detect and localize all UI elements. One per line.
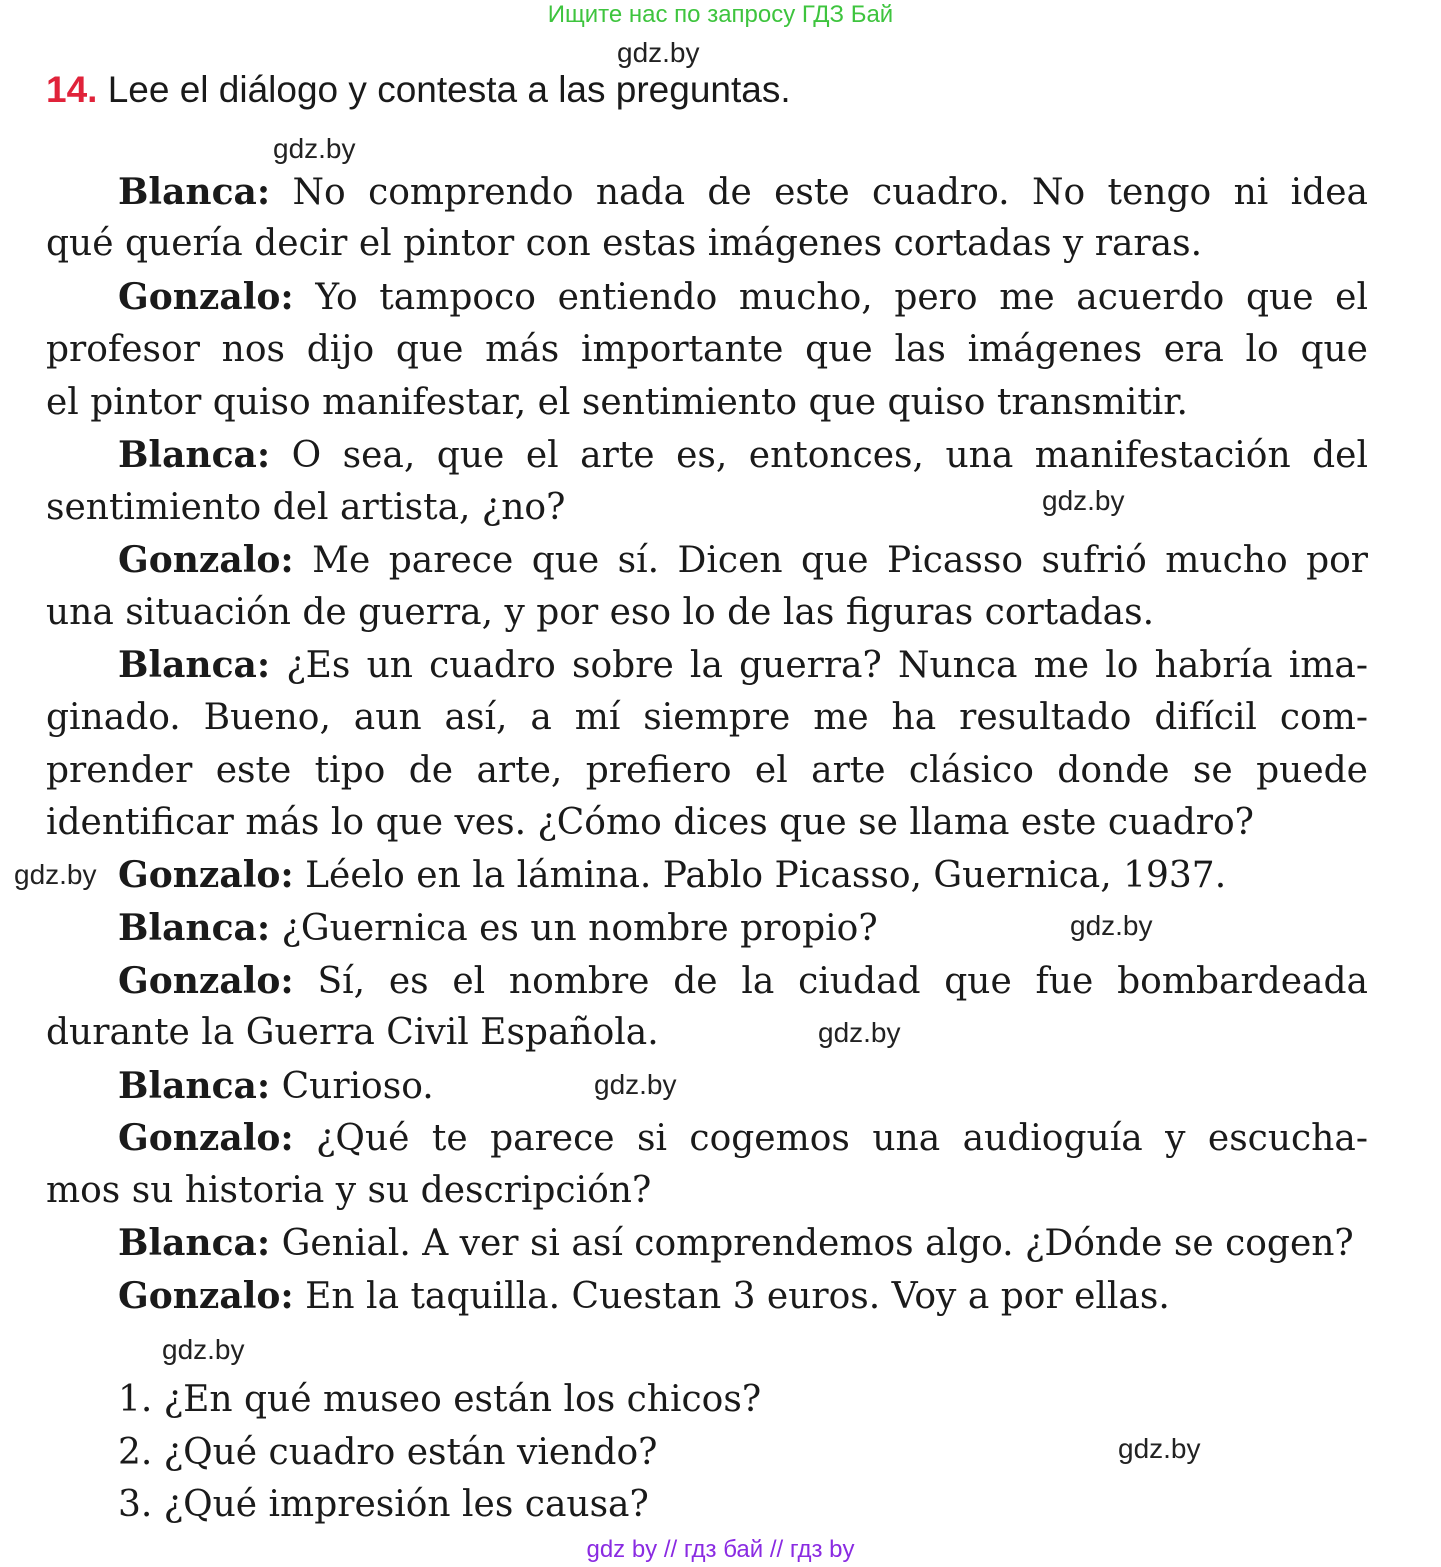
dialogue-line — [118, 1270, 1170, 1323]
watermark: gdz.by — [1118, 1433, 1201, 1464]
speaker-label: Gonzalo: — [118, 960, 294, 1002]
speaker-label: Blanca: — [118, 1222, 271, 1264]
dialogue-text: O sea, que el arte es, entonces, una manifestación del — [291, 435, 1368, 476]
dialogue-line: ginado. Bueno, aun así, a mí siempre me ha resultado difícil com- — [46, 697, 1368, 738]
dialogue-line — [118, 902, 878, 955]
dialogue-line: el pintor quiso manifestar, el sentimiento que quiso transmitir. — [46, 382, 1188, 423]
exercise-number: 14. — [46, 69, 98, 110]
dialogue-line: mos su historia y su descripción? — [46, 1170, 652, 1211]
exercise-instruction: Lee el diálogo y contesta a las preguntas. — [107, 69, 791, 110]
top-banner[interactable]: Ищите нас по запросу ГДЗ Бай — [547, 1, 894, 28]
dialogue-line — [118, 1060, 434, 1113]
question-item: 3. ¿Qué impresión les causa? — [118, 1484, 649, 1525]
dialogue-text: ¿Qué te parece si cogemos una audioguía y escucha- — [316, 1118, 1368, 1159]
exercise-heading — [46, 68, 791, 112]
dialogue-line: identificar más lo que ves. ¿Cómo dices que se llama este cuadro? — [46, 802, 1254, 843]
speaker-label: Blanca: — [118, 434, 271, 476]
dialogue-line: una situación de guerra, y por eso lo de las figuras cortadas. — [46, 592, 1155, 633]
watermark: gdz.by — [617, 37, 700, 68]
dialogue-line — [118, 849, 1226, 902]
watermark: gdz.by — [1042, 485, 1125, 516]
speaker-label: Blanca: — [118, 907, 271, 949]
dialogue-text: No comprendo nada de este cuadro. No tengo ni idea — [292, 172, 1368, 213]
dialogue-line — [118, 639, 1368, 692]
dialogue-text: Yo tampoco entiendo mucho, pero me acuerdo que el — [315, 277, 1368, 318]
dialogue-line — [118, 1217, 1354, 1270]
watermark: gdz.by — [818, 1017, 901, 1048]
speaker-label: Gonzalo: — [118, 539, 294, 581]
watermark: gdz.by — [162, 1334, 245, 1365]
dialogue-text: Genial. A ver si así comprendemos algo. ¿Dónde se cogen? — [281, 1223, 1354, 1264]
dialogue-line — [118, 955, 1368, 1008]
speaker-label: Blanca: — [118, 1065, 271, 1107]
dialogue-line: qué quería decir el pintor con estas imágenes cortadas y raras. — [46, 223, 1203, 264]
dialogue-text: Curioso. — [281, 1066, 434, 1107]
dialogue-text: ¿Es un cuadro sobre la guerra? Nunca me lo habría ima- — [286, 645, 1368, 686]
dialogue-line: durante la Guerra Civil Española. — [46, 1012, 659, 1053]
dialogue-line — [118, 534, 1368, 587]
watermark: gdz.by — [14, 859, 97, 890]
dialogue-text: Sí, es el nombre de la ciudad que fue bombardeada — [317, 961, 1368, 1002]
speaker-label: Gonzalo: — [118, 1275, 294, 1317]
dialogue-line: prender este tipo de arte, prefiero el arte clásico donde se puede — [46, 750, 1368, 791]
question-item: 2. ¿Qué cuadro están viendo? — [118, 1432, 658, 1473]
dialogue-line — [118, 1112, 1368, 1165]
watermark: gdz.by — [594, 1069, 677, 1100]
dialogue-text: Léelo en la lámina. Pablo Picasso, Guernica, 1937. — [305, 855, 1227, 896]
dialogue-line: profesor nos dijo que más importante que las imágenes era lo que — [46, 329, 1368, 370]
watermark: gdz.by — [1070, 910, 1153, 941]
watermark: gdz.by — [273, 133, 356, 164]
dialogue-text: En la taquilla. Cuestan 3 euros. Voy a por ellas. — [305, 1276, 1170, 1317]
speaker-label: Gonzalo: — [118, 1117, 294, 1159]
speaker-label: Gonzalo: — [118, 276, 294, 318]
question-item: 1. ¿En qué museo están los chicos? — [118, 1379, 762, 1420]
dialogue-line — [118, 271, 1368, 324]
speaker-label: Blanca: — [118, 644, 271, 686]
footer-links[interactable]: gdz by // гдз бай // гдз by — [586, 1536, 855, 1563]
dialogue-line — [118, 166, 1368, 219]
dialogue-line: sentimiento del artista, ¿no? — [46, 487, 566, 528]
dialogue-text: Me parece que sí. Dicen que Picasso sufrió mucho por — [312, 540, 1368, 581]
dialogue-text: ¿Guernica es un nombre propio? — [281, 908, 878, 949]
speaker-label: Blanca: — [118, 171, 271, 213]
speaker-label: Gonzalo: — [118, 854, 294, 896]
dialogue-line — [118, 429, 1368, 482]
